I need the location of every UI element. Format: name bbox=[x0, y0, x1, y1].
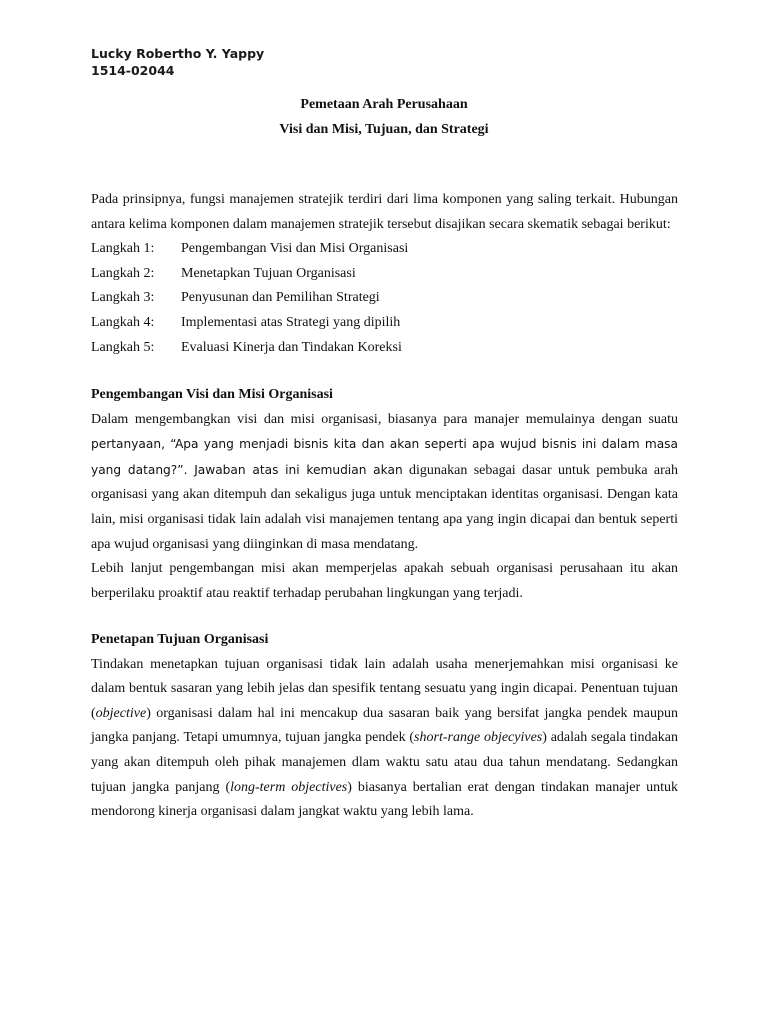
section-paragraph bbox=[91, 653, 678, 825]
list-item bbox=[91, 336, 678, 361]
author-name: Lucky Robertho Y. Yappy bbox=[91, 46, 265, 61]
step-text: Evaluasi Kinerja dan Tindakan Koreksi bbox=[181, 339, 402, 355]
step-text: Menetapkan Tujuan Organisasi bbox=[181, 265, 356, 281]
paragraph-text: ) biasanya bertalian erat dengan tindakan manajer untuk mendorong kinerja organisasi dalam jangkat waktu yang lebih lama. bbox=[91, 779, 678, 820]
list-item bbox=[91, 311, 678, 336]
author-block bbox=[91, 45, 264, 79]
section-paragraph bbox=[91, 408, 678, 558]
italic-term: objective bbox=[95, 705, 147, 721]
step-label: Langkah 3: bbox=[91, 290, 155, 306]
step-label: Langkah 2: bbox=[91, 265, 155, 281]
quoted-question: pertanyaan, “Apa yang menjadi bisnis kita dan akan seperti apa wujud bisnis ini dalam masa yang datang?”. Jawaban atas ini kemudian akan bbox=[91, 437, 678, 477]
section-objectives bbox=[91, 628, 678, 825]
paragraph-text: ) adalah segala tindakan yang akan ditempuh oleh pihak manajemen dlam waktu satu atau dua tahun mendatang. Sedangkan tujuan jangka panjang ( bbox=[91, 730, 678, 795]
step-label: Langkah 5: bbox=[91, 339, 155, 355]
section-heading: Pengembangan Visi dan Misi Organisasi bbox=[91, 387, 333, 402]
author-id: 1514-02044 bbox=[91, 63, 175, 78]
steps-list bbox=[91, 237, 678, 360]
step-label: Langkah 4: bbox=[91, 314, 155, 330]
paragraph-text: ) organisasi dalam hal ini mencakup dua sasaran baik yang bersifat jangka pendek maupun jangka panjang. Tetapi umumnya, tujuan jangka pendek ( bbox=[91, 705, 678, 746]
step-label: Langkah 1: bbox=[91, 241, 155, 257]
list-item bbox=[91, 262, 678, 287]
intro-section bbox=[91, 188, 678, 360]
paragraph-text: Dalam mengembangkan visi dan misi organisasi, biasanya para manajer memulainya dengan suatu bbox=[91, 411, 678, 427]
paragraph-text: Tindakan menetapkan tujuan organisasi tidak lain adalah usaha menerjemahkan misi organisasi ke dalam bentuk sasaran yang lebih jelas dan spesifik tentang sesuatu yang ingin dicapai. Penentuan tujuan ( bbox=[91, 656, 678, 721]
step-text: Implementasi atas Strategi yang dipilih bbox=[181, 314, 401, 330]
paragraph-text: digunakan sebagai dasar untuk pembuka arah organisasi yang akan ditempuh dan sekaligus juga untuk menciptakan identitas organisasi. Dengan kata lain, misi organisasi tidak lain adalah visi manajemen tentang apa yang ingin dicapai dan bentuk seperti apa wujud organisasi yang diinginkan di masa mendatang. bbox=[91, 462, 678, 552]
document-title bbox=[0, 92, 768, 142]
section-heading: Penetapan Tujuan Organisasi bbox=[91, 632, 269, 647]
section-vision-mission bbox=[91, 383, 678, 606]
title-line-2: Visi dan Misi, Tujuan, dan Strategi bbox=[279, 122, 489, 137]
intro-paragraph: Pada prinsipnya, fungsi manajemen stratejik terdiri dari lima komponen yang saling terkait. Hubungan antara kelima komponen dalam manajemen stratejik tersebut disajikan secara skematik sebagai berikut: bbox=[91, 192, 678, 232]
italic-term: long-term objectives bbox=[230, 779, 348, 795]
italic-term: short-range objecyives bbox=[414, 730, 543, 746]
step-text: Penyusunan dan Pemilihan Strategi bbox=[181, 290, 380, 306]
list-item bbox=[91, 237, 678, 262]
step-text: Pengembangan Visi dan Misi Organisasi bbox=[181, 241, 409, 257]
section-paragraph: Lebih lanjut pengembangan misi akan memperjelas apakah sebuah organisasi perusahaan itu akan berperilaku proaktif atau reaktif terhadap perubahan lingkungan yang terjadi. bbox=[91, 561, 678, 601]
title-line-1: Pemetaan Arah Perusahaan bbox=[300, 97, 468, 112]
list-item bbox=[91, 286, 678, 311]
